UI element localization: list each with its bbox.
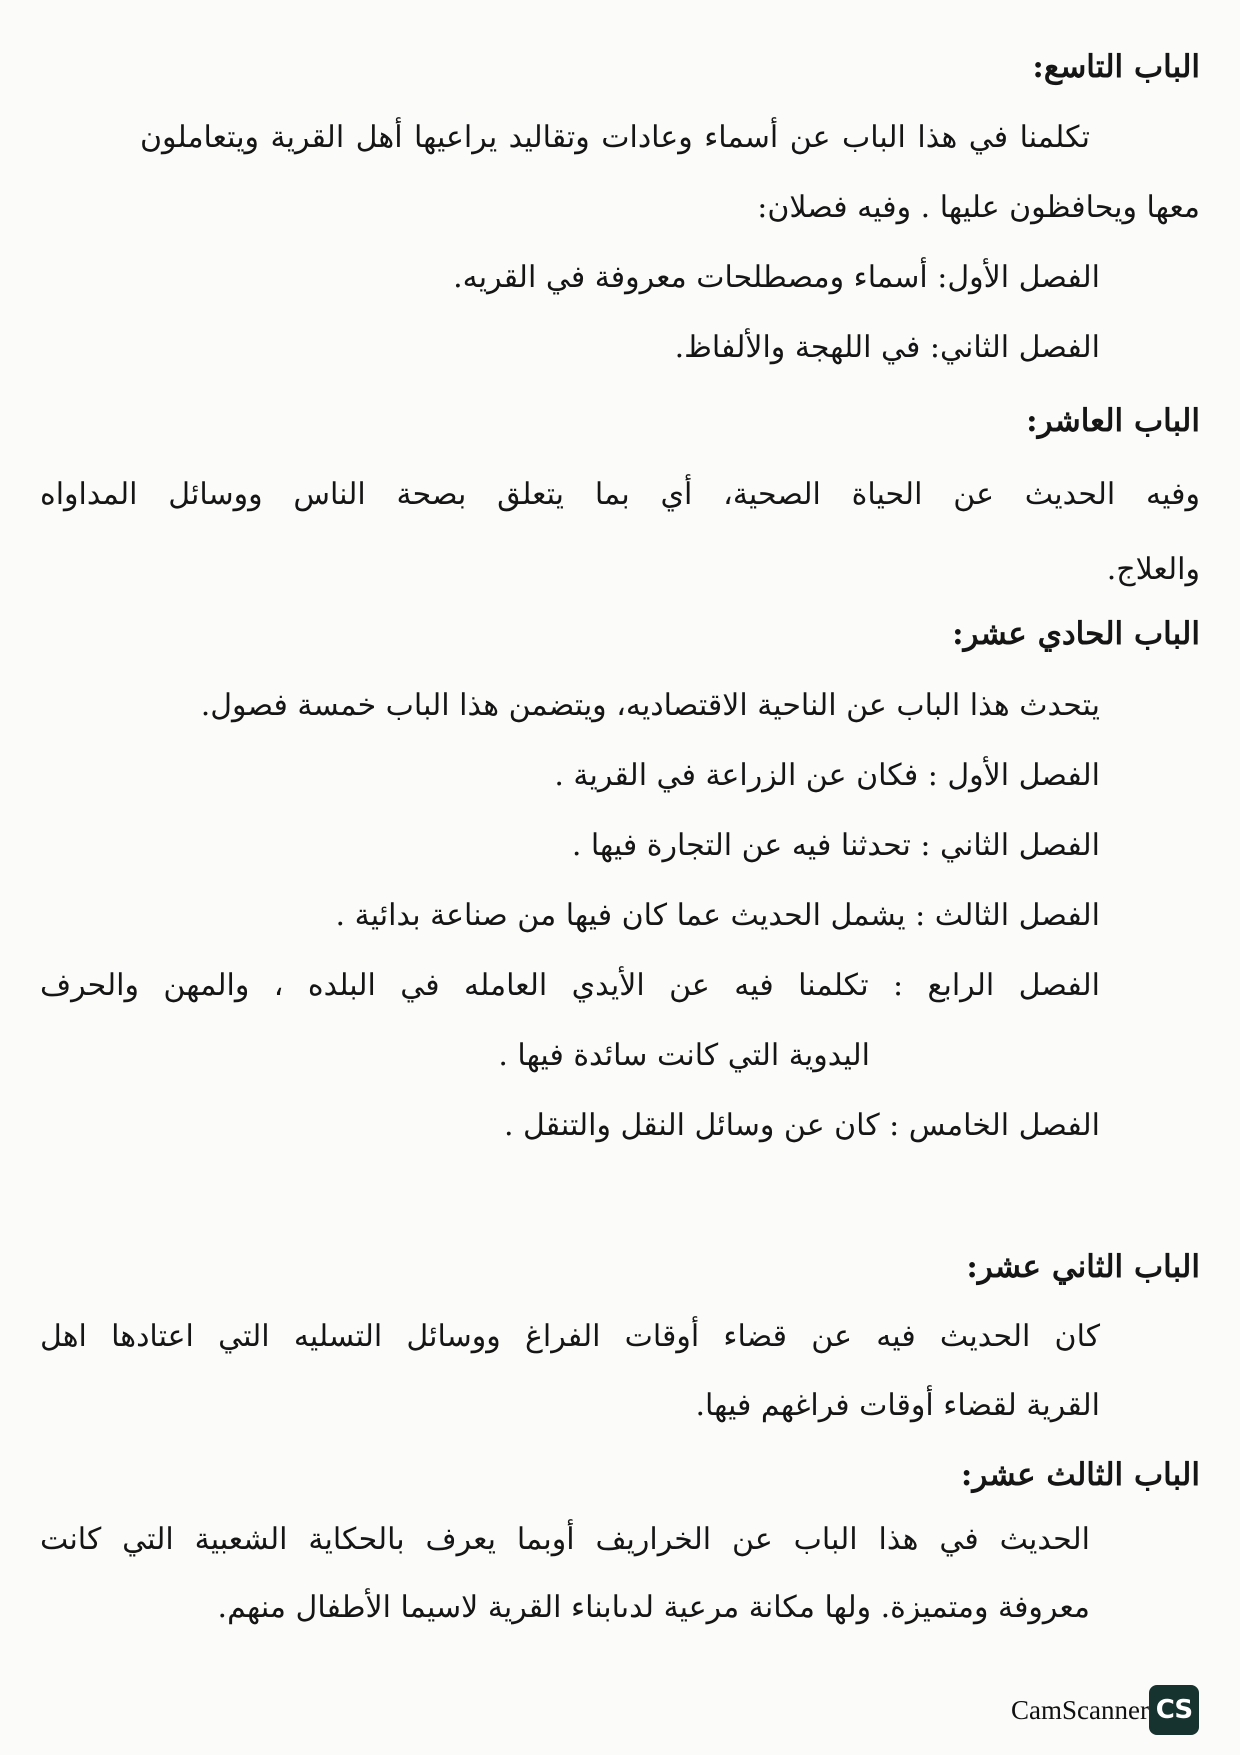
- chapter-11-line-1: يتحدث هذا الباب عن الناحية الاقتصاديه، ويتضمن هذا الباب خمسة فصول.: [200, 688, 1100, 723]
- chapter-13-heading: الباب الثالث عشر:: [960, 1457, 1200, 1493]
- chapter-9-line-1: تكلمنا في هذا الباب عن أسماء وعادات وتقاليد يراعيها أهل القرية ويتعاملون: [140, 120, 1090, 155]
- chapter-12-heading: الباب الثاني عشر:: [966, 1249, 1200, 1285]
- chapter-11-line-3: الفصل الثاني : تحدثنا فيه عن التجارة فيها .: [571, 828, 1100, 863]
- chapter-13-line-1: الحديث في هذا الباب عن الخراريف أوبما يعرف بالحكاية الشعبية التي كانت: [40, 1522, 1090, 1557]
- camscanner-watermark: [1011, 1684, 1205, 1736]
- chapter-9-line-3: الفصل الأول: أسماء ومصطلحات معروفة في القريه.: [453, 260, 1100, 295]
- chapter-11-line-7: الفصل الخامس : كان عن وسائل النقل والتنقل .: [503, 1108, 1100, 1143]
- chapter-13-line-2: معروفة ومتميزة. ولها مكانة مرعية لدىابناء القرية لاسيما الأطفال منهم.: [217, 1590, 1090, 1625]
- chapter-9-line-2: معها ويحافظون عليها . وفيه فصلان:: [757, 190, 1200, 225]
- chapter-11-line-6: اليدوية التي كانت سائدة فيها .: [498, 1038, 870, 1073]
- chapter-10-line-2: والعلاج.: [1106, 552, 1200, 587]
- chapter-11-line-4: الفصل الثالث : يشمل الحديث عما كان فيها من صناعة بدائية .: [335, 898, 1100, 933]
- chapter-10-line-1: وفيه الحديث عن الحياة الصحية، أي بما يتعلق بصحة الناس ووسائل المداواه: [40, 477, 1200, 512]
- chapter-10-heading: الباب العاشر:: [1026, 403, 1200, 439]
- chapter-11-line-2: الفصل الأول : فكان عن الزراعة في القرية .: [554, 758, 1100, 793]
- chapter-12-line-1: كان الحديث فيه عن قضاء أوقات الفراغ ووسائل التسليه التي اعتادها اهل: [40, 1319, 1100, 1354]
- chapter-12-line-2: القرية لقضاء أوقات فراغهم فيها.: [695, 1388, 1100, 1423]
- camscanner-text: CamScanner: [1011, 1694, 1149, 1725]
- camscanner-logo-icon: CS: [1149, 1685, 1199, 1735]
- chapter-9-heading: الباب التاسع:: [1032, 49, 1200, 85]
- chapter-9-line-4: الفصل الثاني: في اللهجة والألفاظ.: [674, 330, 1100, 365]
- chapter-11-heading: الباب الحادي عشر:: [952, 616, 1200, 652]
- chapter-11-line-5: الفصل الرابع : تكلمنا فيه عن الأيدي العامله في البلده ، والمهن والحرف: [40, 968, 1100, 1003]
